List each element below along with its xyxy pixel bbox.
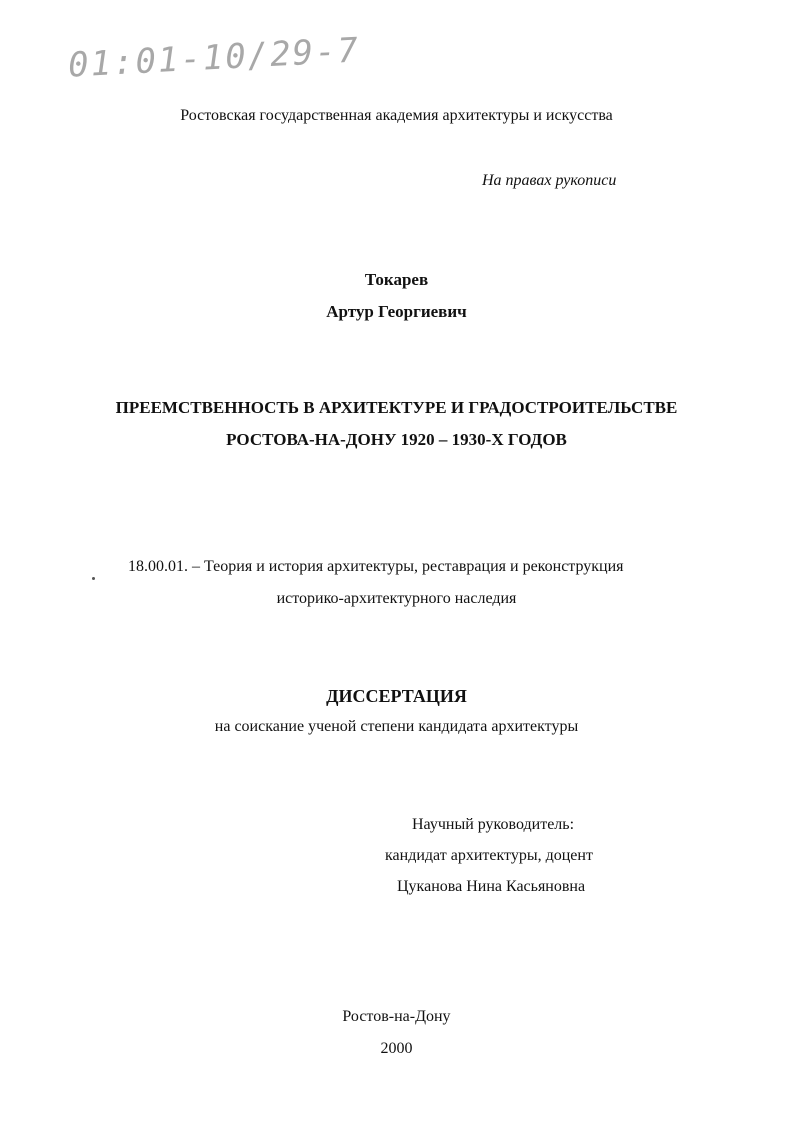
author-name: Артур Георгиевич [326, 302, 467, 321]
document-genre: ДИССЕРТАЦИЯ [326, 686, 467, 706]
year: 2000 [380, 1040, 413, 1057]
supervisor-rank: кандидат архитектуры, доцент [385, 847, 593, 864]
degree-purpose: на соискание ученой степени кандидата архитектуры [214, 718, 579, 735]
supervisor-name: Цуканова Нина Касьяновна [397, 878, 586, 895]
author-surname: Токарев [364, 270, 429, 289]
specialty-line-2: историко-архитектурного наследия [276, 590, 517, 607]
thesis-title-line-2: РОСТОВА-НА-ДОНУ 1920 – 1930-Х ГОДОВ [226, 430, 567, 449]
thesis-title-line-1: ПРЕЕМСТВЕННОСТЬ В АРХИТЕКТУРЕ И ГРАДОСТРОИТЕЛЬСТВЕ [115, 398, 678, 417]
institution-name: Ростовская государственная академия архитектуры и искусства [180, 107, 613, 124]
city: Ростов-на-Дону [342, 1008, 451, 1025]
rights-note: На правах рукописи [482, 172, 617, 189]
scan-speck [92, 577, 95, 580]
handwritten-archive-number: 01:01-10/29-7 [67, 30, 361, 86]
supervisor-label: Научный руководитель: [412, 816, 575, 833]
specialty-line-1: 18.00.01. – Теория и история архитектуры, реставрация и реконструкция [128, 558, 624, 575]
